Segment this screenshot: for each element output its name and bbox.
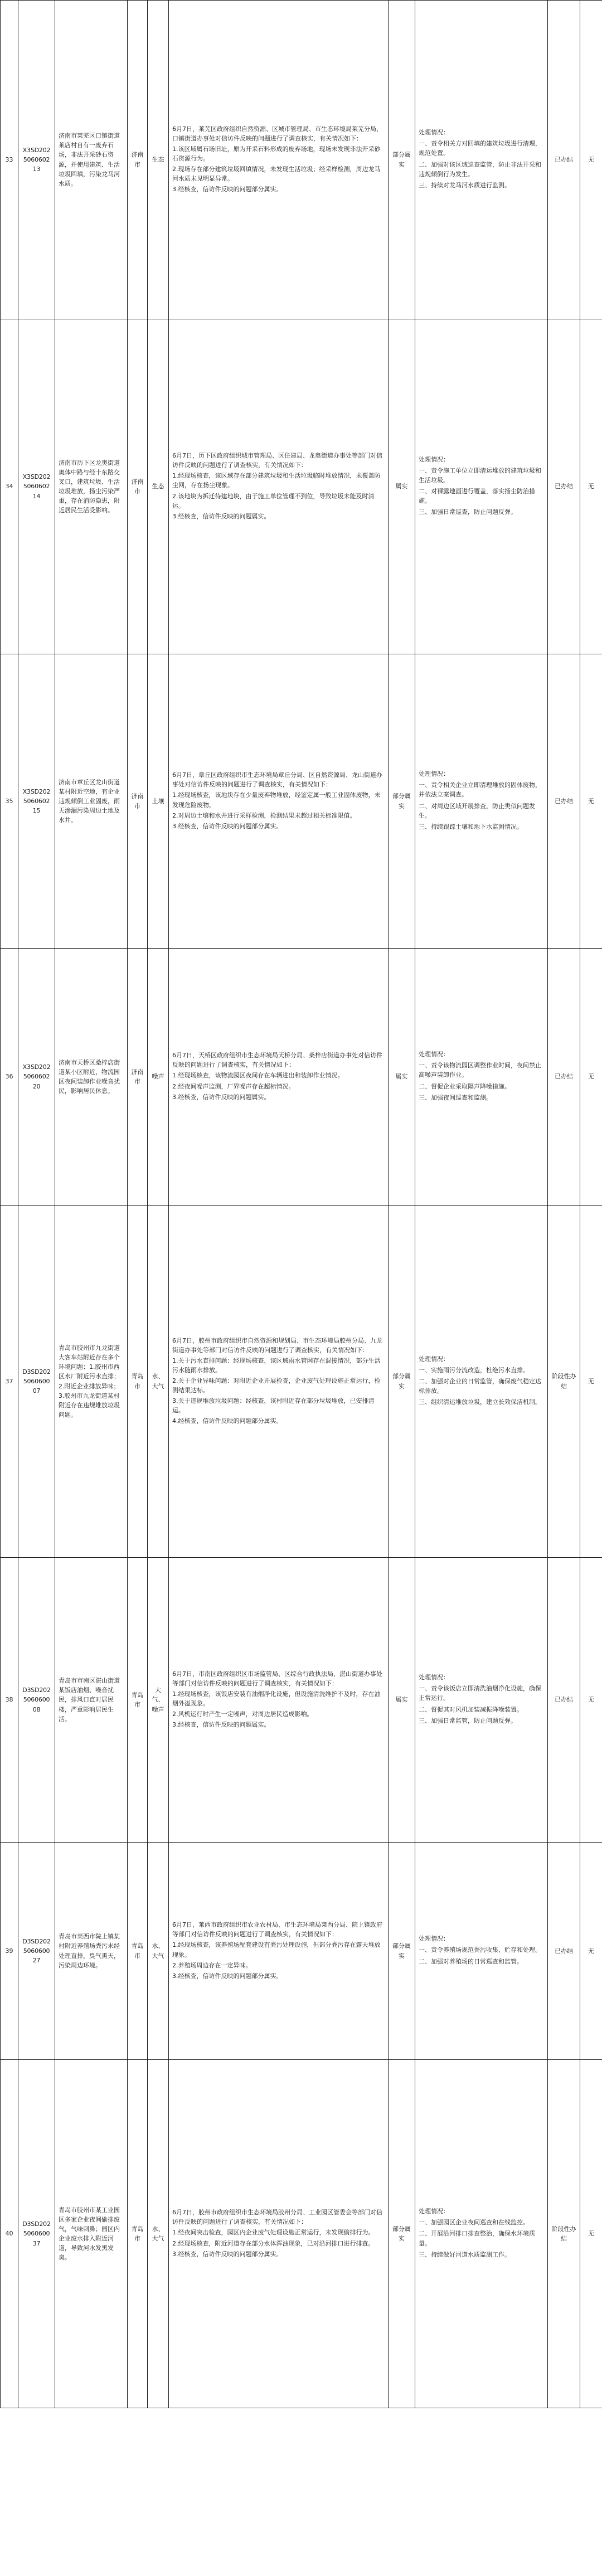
complaint-description: 济南市历下区龙奥街道奥体中路与经十东路交叉口，建筑垃圾、生活垃圾堆放，扬尘污染严重，存在消防隐患，附近居民生活受影响。	[55, 319, 128, 654]
conclusion-status: 部分属实	[389, 1843, 415, 2060]
row-number: 36	[1, 949, 18, 1206]
case-id: D3SD202506060027	[18, 1843, 55, 2060]
row-number: 35	[1, 654, 18, 949]
row-number: 37	[1, 1206, 18, 1558]
table-row	[1, 1843, 602, 2060]
case-id: D3SD202506060037	[18, 2060, 55, 2408]
complaint-description: 济南市章丘区龙山街道某村附近空地，有企业违规倾倒工业固废，雨天渗漏污染周边土地及水井。	[55, 654, 128, 949]
investigation-findings-paragraph: 3.经核查，信访件反映的问题属实。	[172, 512, 270, 520]
handling-measures-paragraph: 二、加强对企业的日常监管，确保废气稳定达标排放。	[419, 1377, 541, 1395]
investigation-findings-paragraph: 3.经核查，信访件反映的问题部分属实。	[172, 822, 283, 830]
handling-measures-paragraph: 一、责令相关企业立即清理堆放的固体废物，并依法立案调查。	[419, 781, 541, 799]
accountability: 无	[580, 1206, 602, 1558]
accountability: 无	[580, 319, 602, 654]
table-body	[1, 1, 602, 2408]
investigation-findings-paragraph: 3.经核查，信访件反映的问题属实。	[172, 1721, 270, 1729]
city-name: 济南市	[128, 949, 148, 1206]
investigation-findings-paragraph: 4.经核查，信访件反映的问题部分属实。	[172, 1417, 283, 1425]
handling-measures	[415, 654, 548, 949]
investigation-findings-paragraph: 6月7日，胶州市政府组织市自然资源和规划局、市生态环境局胶州分局、九龙街道办事处等部门对信访件反映的问题进行了调查核实，有关情况如下：	[172, 1336, 382, 1354]
investigation-findings	[169, 319, 389, 654]
investigation-findings-paragraph: 2.对周边土壤和水井进行采样检测，检测结果未超过相关标准限值。	[172, 811, 356, 819]
handling-measures	[415, 1558, 548, 1843]
row-number: 33	[1, 1, 18, 319]
accountability: 无	[580, 949, 602, 1206]
investigation-findings-paragraph: 3.经核查，信访件反映的问题部分属实。	[172, 186, 283, 193]
investigation-findings	[169, 949, 389, 1206]
pollution-type: 水、大气	[148, 1206, 169, 1558]
pollution-type: 大气、噪声	[148, 1558, 169, 1843]
city-name: 青岛市	[128, 1558, 148, 1843]
conclusion-status: 部分属实	[389, 1, 415, 319]
handling-measures-paragraph: 处理情况：	[419, 1935, 449, 1943]
investigation-findings	[169, 1843, 389, 2060]
completion-status: 已办结	[548, 949, 580, 1206]
accountability: 无	[580, 1, 602, 319]
handling-measures-paragraph: 三、持续跟踪土壤和地下水监测情况。	[419, 823, 523, 830]
complaint-description: 济南市天桥区桑梓店街道某小区附近，物流园区夜间装卸作业噪音扰民，影响居民休息。	[55, 949, 128, 1206]
city-name: 济南市	[128, 654, 148, 949]
conclusion-status: 部分属实	[389, 2060, 415, 2408]
complaint-description: 济南市莱芜区口镇街道莱店村自有一废弃石场，非法开采砂石资源，并使用建筑、生活垃圾回填，污染龙马河水质。	[55, 1, 128, 319]
investigation-findings-paragraph: 1.经现场核查，该饭店安装有油烟净化设施，但设施清洗维护不及时，存在油烟外溢现象。	[172, 1690, 381, 1707]
investigation-findings-paragraph: 6月7日，胶州市政府组织市生态环境局胶州分局、工业园区管委会等部门对信访件反映的问题进行了调查核实，有关情况如下：	[172, 2209, 382, 2226]
investigation-findings-paragraph: 3.经核查，信访件反映的问题属实。	[172, 1093, 270, 1101]
case-id: D3SD202506060007	[18, 1206, 55, 1558]
accountability: 无	[580, 1558, 602, 1843]
investigation-findings-paragraph: 2.现场存在部分建筑垃圾回填情况，未发现生活垃圾；经采样检测，周边龙马河水质未见明显异常。	[172, 166, 381, 183]
handling-measures-paragraph: 二、对周边区域开展排查，防止类似问题发生。	[419, 802, 535, 819]
pollution-type: 噪声	[148, 949, 169, 1206]
handling-measures-paragraph: 三、持续做好河道水质监测工作。	[419, 2251, 511, 2258]
handling-measures-paragraph: 处理情况：	[419, 1051, 449, 1058]
row-number: 40	[1, 2060, 18, 2408]
pollution-type: 水、大气	[148, 1843, 169, 2060]
investigation-findings-paragraph: 6月7日，市南区政府组织区市场监管局、区综合行政执法局、湛山街道办事处等部门对信访件反映的问题进行了调查核实，有关情况如下：	[172, 1670, 382, 1687]
investigation-findings-paragraph: 1.经夜间突击检查，园区内企业废气处理设施正常运行，未发现偷排行为。	[172, 2229, 375, 2237]
accountability: 无	[580, 1843, 602, 2060]
conclusion-status: 属实	[389, 1558, 415, 1843]
handling-measures-paragraph: 二、加强对该区域巡查监管，防止非法开采和违规倾倒行为发生。	[419, 161, 541, 178]
investigation-findings	[169, 1, 389, 319]
handling-measures	[415, 1843, 548, 2060]
handling-measures-paragraph: 一、责令施工单位立即清运堆放的建筑垃圾和生活垃圾。	[419, 466, 541, 484]
handling-measures-paragraph: 二、开展沿河排口排查整治，确保水环境质量。	[419, 2230, 535, 2247]
handling-measures	[415, 1, 548, 319]
case-id: X3SD202506060220	[18, 949, 55, 1206]
handling-measures-paragraph: 一、责令相关方对回填的建筑垃圾进行清理，规范处置。	[419, 140, 541, 157]
investigation-findings-paragraph: 1.经现场核查，该养殖场配套建设有粪污处理设施，但部分粪污存在露天堆放现象。	[172, 1941, 381, 1958]
handling-measures-paragraph: 三、持续对龙马河水质进行监测。	[419, 181, 511, 189]
investigation-findings-paragraph: 2.经夜间噪声监测，厂界噪声存在超标情况。	[172, 1082, 295, 1090]
handling-measures-paragraph: 处理情况：	[419, 129, 449, 137]
handling-measures	[415, 949, 548, 1206]
conclusion-status: 部分属实	[389, 654, 415, 949]
case-id: X3SD202506060214	[18, 319, 55, 654]
pollution-type: 土壤	[148, 654, 169, 949]
investigation-findings-paragraph: 6月7日，章丘区政府组织市生态环境局章丘分局、区自然资源局、龙山街道办事处对信访件反映的问题进行了调查核实，有关情况如下：	[172, 771, 382, 789]
handling-measures-paragraph: 二、督促企业采取隔声降噪措施。	[419, 1082, 511, 1090]
handling-measures-paragraph: 处理情况：	[419, 2208, 449, 2215]
table-row	[1, 1558, 602, 1843]
investigation-findings-paragraph: 6月7日，莱西市政府组织市农业农村局、市生态环境局莱西分局、院上镇政府等部门对信访件反映的问题进行了调查核实，有关情况如下：	[172, 1921, 382, 1938]
case-id: X3SD202506060213	[18, 1, 55, 319]
investigation-findings	[169, 2060, 389, 2408]
conclusion-status: 属实	[389, 319, 415, 654]
handling-measures-paragraph: 三、组织清运堆放垃圾，建立长效保洁机制。	[419, 1398, 541, 1406]
case-id: X3SD202506060215	[18, 654, 55, 949]
completion-status: 已办结	[548, 654, 580, 949]
investigation-findings-paragraph: 6月7日，历下区政府组织城市管理局、区住建局、龙奥街道办事处等部门对信访件反映的问题进行了调查核实，有关情况如下：	[172, 452, 382, 469]
completion-status: 已办结	[548, 1843, 580, 2060]
completion-status: 已办结	[548, 1558, 580, 1843]
handling-measures-paragraph: 一、责令养殖场规范粪污收集、贮存和处理。	[419, 1946, 541, 1954]
pollution-type: 生态	[148, 1, 169, 319]
investigation-findings-paragraph: 6月7日，天桥区政府组织市生态环境局天桥分局、桑梓店街道办事处对信访件反映的问题进行了调查核实，有关情况如下：	[172, 1052, 382, 1069]
investigation-findings-paragraph: 3.经核查，信访件反映的问题部分属实。	[172, 1972, 283, 1980]
pollution-type: 生态	[148, 319, 169, 654]
complaint-description: 青岛市莱西市院上镇某村附近养殖场粪污未经处理直排，臭气熏天，污染周边环境。	[55, 1843, 128, 2060]
investigation-findings	[169, 1206, 389, 1558]
row-number: 34	[1, 319, 18, 654]
investigation-findings-paragraph: 3.经核查，信访件反映的问题部分属实。	[172, 2250, 283, 2258]
handling-measures-paragraph: 一、加强园区企业夜间巡查和在线监控。	[419, 2219, 529, 2227]
investigation-findings	[169, 1558, 389, 1843]
completion-status: 阶段性办结	[548, 1206, 580, 1558]
table-row	[1, 654, 602, 949]
accountability: 无	[580, 654, 602, 949]
city-name: 济南市	[128, 319, 148, 654]
handling-measures-paragraph: 处理情况：	[419, 1674, 449, 1681]
investigation-findings-paragraph: 6月7日，莱芜区政府组织自然资源、区城市管理局、市生态环境局莱芜分局、口镇街道办事处对信访件反映的问题进行了调查核实，有关情况如下：	[172, 125, 382, 142]
investigation-findings	[169, 654, 389, 949]
table-row	[1, 319, 602, 654]
handling-measures-paragraph: 处理情况：	[419, 770, 449, 778]
handling-measures-paragraph: 二、加强对养殖场的日常巡查和监管。	[419, 1957, 523, 1965]
completion-status: 阶段性办结	[548, 2060, 580, 2408]
handling-measures	[415, 319, 548, 654]
complaint-description: 青岛市胶州市某工业园区多家企业夜间偷排废气，气味刺鼻；园区内企业废水排入附近河道，导致河水发黑发臭。	[55, 2060, 128, 2408]
table-row	[1, 949, 602, 1206]
city-name: 青岛市	[128, 1843, 148, 2060]
handling-measures	[415, 2060, 548, 2408]
handling-measures-paragraph: 一、实施雨污分流改造，杜绝污水直排。	[419, 1366, 529, 1374]
investigation-findings-paragraph: 1.经现场核查，该地块存在少量废弃物堆放，经鉴定属一般工业固体废物，未发现危险废物。	[172, 791, 381, 809]
investigation-findings-paragraph: 3.关于违规堆放垃圾问题：经核查，该村附近存在部分垃圾堆放，已安排清运。	[172, 1397, 375, 1415]
conclusion-status: 部分属实	[389, 1206, 415, 1558]
table-row	[1, 1, 602, 319]
handling-measures	[415, 1206, 548, 1558]
handling-measures-paragraph: 三、加强日常巡查，防止问题反弹。	[419, 508, 517, 516]
complaint-description: 青岛市市南区湛山街道某饭店油烟、噪音扰民，排风口直对居民楼，严重影响居民生活。	[55, 1558, 128, 1843]
investigation-findings-paragraph: 1.关于污水直排问题：经现场核查，该区域雨水管网存在混接情况，部分生活污水随雨水排放。	[172, 1357, 381, 1374]
handling-measures-paragraph: 三、加强日常监管，防止问题反弹。	[419, 1717, 517, 1724]
conclusion-status: 属实	[389, 949, 415, 1206]
row-number: 38	[1, 1558, 18, 1843]
handling-measures-paragraph: 一、责令该物流园区调整作业时间，夜间禁止高噪声装卸作业。	[419, 1062, 541, 1079]
investigation-findings-paragraph: 2.关于企业异味问题：对附近企业开展检查，企业废气处理设施正常运行，检测结果达标。	[172, 1377, 381, 1394]
complaint-description: 青岛市胶州市九龙街道大客车站附近存在多个环境问题：1.胶州市西区水厂附近污水直排；2.附近企业排放异味；3.胶州市九龙街道某村附近存在违规堆放垃圾问题。	[55, 1206, 128, 1558]
handling-measures-paragraph: 处理情况：	[419, 455, 449, 463]
handling-measures-paragraph: 一、责令该饭店立即清洗油烟净化设施，确保正常运行。	[419, 1685, 541, 1702]
city-name: 青岛市	[128, 2060, 148, 2408]
investigation-findings-paragraph: 2.该地块为拆迁待建地块，由于施工单位管理不到位，导致垃圾未能及时清运。	[172, 492, 375, 509]
table-row	[1, 1206, 602, 1558]
accountability: 无	[580, 2060, 602, 2408]
investigation-findings-paragraph: 1.经现场核查，该物流园区夜间存在车辆进出和装卸作业情况。	[172, 1072, 344, 1080]
handling-measures-paragraph: 二、督促其对风机加装减振降噪装置。	[419, 1705, 523, 1713]
investigation-findings-paragraph: 2.风机运行时产生一定噪声，对周边居民造成影响。	[172, 1710, 313, 1718]
completion-status: 已办结	[548, 319, 580, 654]
city-name: 青岛市	[128, 1206, 148, 1558]
investigation-findings-paragraph: 1.该区域属石场旧址，原为开采石料形成的废弃场地，现场未发现非法开采砂石资源行为。	[172, 145, 381, 162]
case-id: D3SD202506060008	[18, 1558, 55, 1843]
investigation-findings-paragraph: 2.经现场核查，附近河道存在部分水体浑浊现象，已对沿河排口进行排查。	[172, 2239, 375, 2247]
handling-measures-paragraph: 三、加强夜间巡查和监测。	[419, 1093, 492, 1101]
pollution-type: 水、大气	[148, 2060, 169, 2408]
city-name: 济南市	[128, 1, 148, 319]
table-row	[1, 2060, 602, 2408]
investigation-findings-paragraph: 2.养殖场周边存在一定异味。	[172, 1961, 252, 1969]
investigation-findings-paragraph: 1.经现场核查，该区域存在部分建筑垃圾和生活垃圾临时堆放情况，未覆盖防尘网，存在扬尘现象。	[172, 472, 381, 489]
completion-status: 已办结	[548, 1, 580, 319]
row-number: 39	[1, 1843, 18, 2060]
handling-measures-paragraph: 二、对裸露地面进行覆盖，落实扬尘防治措施。	[419, 488, 535, 505]
handling-measures-paragraph: 处理情况：	[419, 1355, 449, 1363]
